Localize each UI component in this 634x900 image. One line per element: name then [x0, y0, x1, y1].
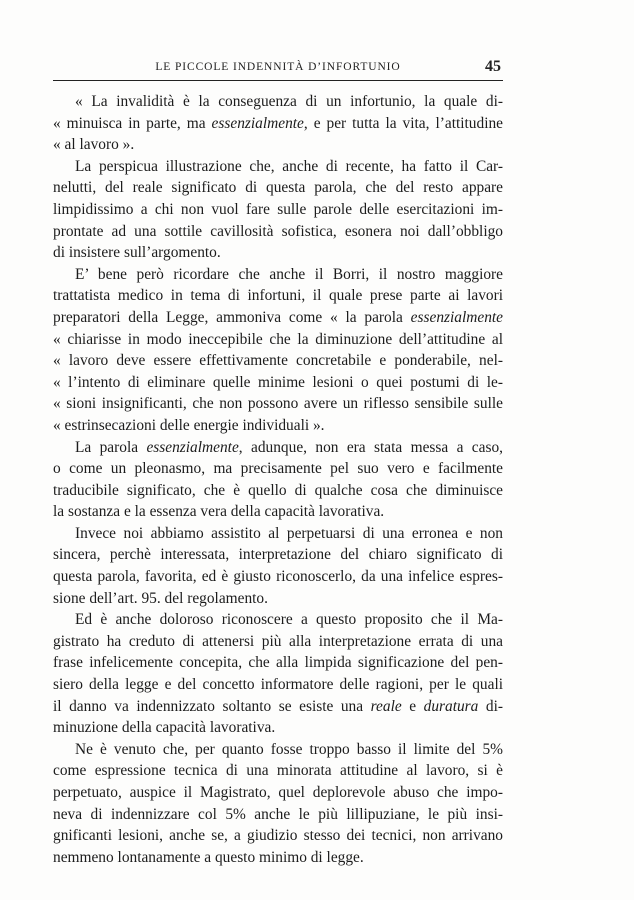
text-line: E’ bene però ricordare che anche il Borri, il nostro maggiore	[75, 265, 503, 283]
text-line: Ne è venuto che, per quanto fosse troppo basso il limite del 5%	[75, 740, 503, 758]
text-line: perpetuato, auspice il Magistrato, quel deplorevole abuso che impo-	[53, 784, 503, 801]
running-title: LE PICCOLE INDENNITÀ D’INFORTUNIO	[155, 61, 401, 73]
text-line: la sostanza e la essenza vera della capacità lavorativa.	[53, 503, 385, 521]
text-line: La perspicua illustrazione che, anche di recente, ha fatto il Car-	[75, 157, 503, 175]
text-line: traducibile significato, che è quello di qualche cosa che diminuisce	[53, 481, 503, 499]
text-line: prontate ad una sottile cavillosità sofistica, esonera noi dall’obbligo	[53, 222, 503, 240]
paragraph	[53, 609, 503, 739]
text-line: nelutti, del reale significato di questa parola, che del resto appare	[53, 179, 503, 197]
text-line: di insistere sull’argomento.	[53, 244, 221, 262]
text-line: « sioni insignificanti, che non possono avere un riflesso sensibile sulle	[53, 395, 503, 413]
text-line: come espressione tecnica di una minorata attitudine al lavoro, si è	[53, 762, 503, 780]
text-line: minuzione della capacità lavorativa.	[53, 719, 276, 737]
paragraph	[53, 523, 503, 609]
emphasized-word: reale	[370, 697, 402, 715]
text-line: neva di indennizzare col 5% anche le più lillipuziane, le più insi-	[53, 805, 503, 823]
text-line: frase infelicemente concepita, che alla limpida significazione del pen-	[53, 654, 503, 672]
running-head	[53, 58, 503, 80]
text-line: « al lavoro ».	[53, 136, 135, 154]
paragraph	[53, 91, 503, 156]
body-text	[53, 91, 503, 868]
paragraph	[53, 739, 503, 869]
text-line: sincera, perchè interessata, interpretazione del chiaro significato di	[53, 546, 503, 564]
text-line: limpidissimo a chi non vuol fare sulle parole delle esercitazioni im-	[53, 200, 503, 218]
text-line: « La invalidità è la conseguenza di un infortunio, la quale di-	[75, 93, 503, 110]
page-number: 45	[485, 58, 501, 75]
emphasized-word: essenzialmente	[410, 308, 503, 326]
text-line: « chiarisse in modo ineccepibile che la diminuzione dell’attitudine al	[53, 330, 503, 348]
text-line: o come un pleonasmo, ma precisamente pel suo vero e facilmente	[53, 460, 503, 478]
text-line: siero della legge e del concetto informatore delle ragioni, per le quali	[53, 676, 503, 694]
text-line: questa parola, favorita, ed è giusto riconoscerlo, da una infelice espres-	[53, 568, 503, 586]
paragraph	[53, 156, 503, 264]
text-line: gnificanti lesioni, anche se, a giudizio stesso dei tecnici, non arrivano	[53, 827, 503, 845]
paragraph	[53, 437, 503, 523]
text-line: gistrato ha creduto di attenersi più alla interpretazione errata di una	[53, 632, 503, 650]
emphasized-word: essenzialmente	[211, 114, 304, 132]
text-line: Invece noi abbiamo assistito al perpetuarsi di una erronea e non	[75, 524, 503, 542]
emphasized-word: duratura	[423, 697, 479, 715]
text-line: « l’intento di eliminare quelle minime lesioni o quei postumi di le-	[53, 373, 503, 391]
paragraph	[53, 264, 503, 437]
text-line: « lavoro deve essere effettivamente concretabile e ponderabile, nel-	[53, 352, 503, 370]
text-line: sione dell’art. 95. del regolamento.	[53, 589, 268, 607]
text-line: nemmeno lontanamente a questo minimo di legge.	[53, 848, 364, 866]
text-line: « estrinsecazioni delle energie individuali ».	[53, 416, 325, 434]
text-line: La parola essenzialmente, adunque, non era stata messa a caso,	[75, 438, 503, 456]
text-line: « minuisca in parte, ma essenzialmente, e per tutta la vita, l’attitudine	[53, 114, 503, 132]
text-line: trattatista medico in tema di infortuni, il quale prese parte ai lavori	[53, 287, 503, 305]
text-line: Ed è anche doloroso riconoscere a questo proposito che il Ma-	[75, 611, 503, 629]
text-line: preparatori della Legge, ammoniva come « la parola essenzialmente	[53, 308, 503, 326]
text-line: il danno va indennizzato soltanto se esiste una reale e duratura di-	[53, 697, 503, 715]
header-rule	[53, 80, 503, 81]
emphasized-word: essenzialmente	[146, 438, 239, 456]
